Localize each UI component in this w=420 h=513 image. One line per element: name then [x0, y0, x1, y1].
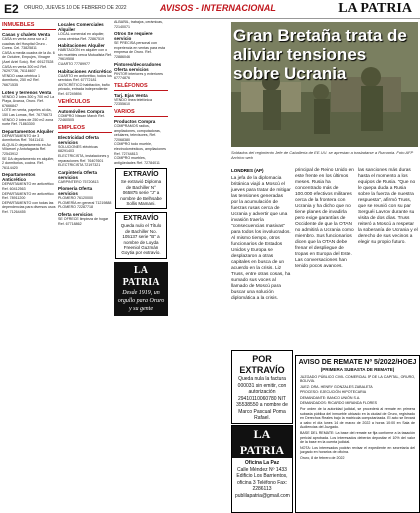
- category-header: VEHÍCULOS: [58, 99, 112, 107]
- classified-ad: DEPARTAMENTO de 3 dormitorios Ref. 76411411: [2, 133, 44, 143]
- classified-heading: Plomería Oferta servicios: [58, 186, 93, 197]
- classified-ad: PLOMERO 72287718: [58, 205, 93, 210]
- classified-ad: LOTE en venta, papeles al día, 150 Las Lomas, Ref. 76776673: [2, 108, 53, 117]
- auction-line: JUZGADO PÚBLICO CIVIL COMERCIAL 5º DE LA CAPITAL, ORURO, BOLIVIA.: [300, 374, 415, 384]
- article-headline: Gran Bretaña trata de aliviar tensiones sobre Ucrania: [233, 26, 407, 83]
- classified-heading: Carpintería Oferta servicios: [58, 169, 98, 180]
- photo-caption: Soldados del regimiento Jefe de Caballería de EE.UU. se aprestan a trasladarse a Rumania. Foto AFP Archivo web: [231, 150, 414, 160]
- classified-heading: Electricidad Oferta servicios: [58, 134, 99, 145]
- classified-ad: LOCAL comercial en alquiler, zona céntrica Ref. 72867519: [58, 32, 105, 41]
- category-header: INMUEBLES: [2, 22, 56, 30]
- classified-ad: ALQUILO departamento en Av. Villarroel y Antofagasta Ref. 72543912: [2, 142, 52, 157]
- auction-line: DEMANDADOS: RICARDO MIRANDA FLORES: [300, 401, 378, 406]
- classified-ad: CASA a media cuadra de la Av. 6 de Octubre, Empujes, Vinagre (Axel Ariel Soto). Ref. 69127528: [2, 50, 55, 64]
- classified-heading: Casas y chalets Venta: [2, 32, 51, 37]
- ad-la-patria-name: LA PATRIA: [232, 426, 292, 458]
- classified-ad: DEPARTAMENTO en anticrético Ref. 60412563: [2, 182, 54, 192]
- ad-extravio-heading: POR EXTRAVÍO: [239, 354, 285, 375]
- classified-ad: CUARTO 77789977: [58, 61, 91, 66]
- ad-la-patria: [231, 425, 293, 513]
- classified-ad: ELECTRICISTA 72197321: [58, 163, 101, 168]
- classifieds-column-3: [114, 20, 168, 490]
- classified-ad: CASA en venta zona sur a 2 cuadras del Hospital Oruro - Corea. Cel. 73825811: [2, 37, 48, 51]
- auction-line: BASE DEL REMATE: La base del remate se fija conforme a la tasación pericial aprobada. Los interesados deberán depositar el 10% del valor de la base en la cuenta judicial.: [300, 431, 415, 445]
- classified-ad: VENDO casa céntrica 1 dormitorio, 250 m2 Ref. 76671535: [2, 73, 40, 87]
- classified-ad: PLOMERO 76120000: [58, 196, 93, 201]
- classified-ad: CUARTO en anticrético, todos los servicios Ref. 67772181: [58, 73, 112, 83]
- auction-notice: [295, 355, 420, 513]
- article-photo: [231, 22, 418, 147]
- classified-heading: Pintores/decoradores Oferta servicios: [114, 61, 162, 72]
- ad-la-patria-text: Calle Méndez Nº 1433 Edificio Los Barrientos, oficina 3 Teléfono Fax: 2286113 publilapatria@gmail.com: [235, 466, 290, 499]
- classified-ad: SE OFRECE limpieza de hogar Ref. 67718862: [58, 217, 109, 226]
- classified-ad: COMPRO muebles, antigüedades Ref. 72784011: [114, 156, 160, 165]
- dateline: ORURO, JUEVES 10 DE FEBRERO DE 2022: [24, 5, 127, 11]
- notice-diploma: [115, 168, 167, 209]
- classified-ad: SE PRECISA personal con experiencia en ventas para esta empresa de Oruro. Ref. 72886046: [114, 41, 165, 59]
- promo-name: LA PATRIA: [122, 264, 160, 288]
- classified-ad: DEPARTAMENTO en anticrético Ref. 78911200: [2, 191, 54, 201]
- notice-text: Se extravió Diploma de Bachiller N° 065875 serie "J" a nombre de Belhsabe Sollis Mamani.: [120, 179, 162, 206]
- article-text-1: La jefa de la diplomacia británica viajó a Moscú el jueves para tratar de mitigar las tensiones generadas por la acumulación de fuerzas rusas cerca de Ucrania y advertir que una invasión traería "consecuencias masivas" para todos los involucrados. Al mismo tiempo, otros funcionarios de Estados Unidos y Europa se desplazaron a otras capitales en busca de un acuerdo en la crisis. Liz Truss, entre otras cosas, ha sumado sus voces al llamado de Moscú para buscar una solución diplomática a la crisis.: [231, 176, 291, 301]
- classified-heading: Lotes y terrenos Venta: [2, 89, 52, 95]
- classified-ad: COMPRO todo mueble, electrodomésticos, ampliaciones Ref. 72744813: [114, 142, 166, 156]
- classified-ad: ELECTRICISTA, instalaciones y reparaciones Ref. 76407601: [58, 153, 110, 163]
- auction-subtitle: (PRIMERA SUBASTA DE REMATE): [320, 367, 395, 372]
- page-header: [0, 0, 420, 19]
- auction-line: PROCESO: EJECUCIÓN HIPOTECARIA: [300, 390, 367, 395]
- classified-heading: Automóviles Compra: [58, 108, 105, 114]
- promo-box: [114, 262, 168, 316]
- classified-ad: VENDO 2 lotes de 250 m2 zona norte Ref. 71863300: [2, 117, 54, 127]
- category-header: TELÉFONOS: [114, 83, 168, 91]
- notice-heading: EXTRAVÍO: [123, 215, 159, 223]
- classified-ad: ALBAÑIL, trabajos, cerámicas, 72140071: [114, 20, 163, 29]
- notice-text: Queda nulo el Título de Bachiller No. 105137 serie "B" a nombre de Loyda Freeniol Guzmán Goytia por extravío.: [120, 223, 162, 256]
- classified-heading: Tarj. Ejas Venta: [114, 92, 148, 98]
- notice-heading: EXTRAVÍO: [123, 171, 159, 179]
- category-header: EMPLEOS: [58, 125, 112, 133]
- classified-ad: SE DA departamento en alquiler, 2 dormitorios, cocina. Ref. 76114420: [2, 156, 55, 170]
- category-header: VARIOS: [114, 109, 168, 117]
- classified-ad: SOLUCIONES eléctricas 68291403: [58, 144, 98, 154]
- classified-heading: Departamentos Anticrético: [2, 172, 36, 183]
- auction-line: DEMANDANTE: BANCO UNIÓN S.A.: [300, 395, 361, 400]
- classified-heading: Habitaciones Anticrético: [58, 68, 112, 74]
- classifieds-list-3: [114, 20, 168, 165]
- classified-ad: COMPRO Nissan March Ref. 72460505: [58, 113, 105, 123]
- ad-extravio-text: Queda nula la factura 000031 sin emitir, con autorización 29410110060780 NIT 35538550 a nombre de Marco Pascual Poma Rafael.: [236, 376, 288, 421]
- classified-ad: ANTICRÉTICO habitación, baño privado, entrada independiente Ref. 67249894: [58, 82, 110, 96]
- promo-slogan: Desde 1919, un orgullo para Oruro y su gente: [117, 289, 165, 312]
- classified-ad: PLOMERÍA en general 71219888: [58, 200, 112, 205]
- article-dateline: LONDRES (AP): [231, 168, 264, 173]
- newspaper-logo: LA PATRIA: [338, 1, 412, 16]
- article-column-3: las sanciones más duras hasta el momento a los equipos de Rusia. "Que no le quepa duda a Rusia sobre la fuerza de nuestra respuesta", afirmó Truss, que se reunió con su par Serguéi Lavrov durante su visita de dos días. Truss reiteró a Moscú a respetar la soberanía de Ucrania y el derecho de sus vecinos a elegir su propio futuro.: [358, 168, 418, 245]
- section-title: AVISOS - INTERNACIONAL: [160, 3, 276, 13]
- classified-ad: DEPARTAMENTO con todas las dependencias para diversos usos Ref. 71264455: [2, 200, 56, 214]
- auction-line: Por orden de la autoridad judicial, se procederá al remate en primera subasta pública del inmueble ubicado en la ciudad de Oruro, registrado en Derechos Reales bajo la matrícula computarizada. El acto se llevará a cabo el día lunes 14 de marzo de 2022 a horas 10:00 en Sala de Audiencias del Juzgado.: [300, 407, 415, 430]
- classified-heading: Productos Compra: [114, 118, 156, 124]
- classified-ad: PINTOR interiores y exteriores 67774876: [114, 71, 163, 81]
- auction-line: NOTA: Los interesados podrán revisar el expediente en secretaría del juzgado en horarios de oficina.: [300, 445, 415, 455]
- classified-ad: CARPINTERO 75720813: [58, 179, 99, 184]
- auction-body: [296, 373, 419, 464]
- classified-heading: Otros Se requiere servicio: [114, 31, 153, 42]
- classifieds-list-2: [58, 22, 112, 226]
- article-column-2: principal de Reino Unido en este frente en los últimos meses. Rusia ha concentrado más de 100.000 efectivos militares cerca de la frontera con Ucrania y ha dicho que no tiene planes de invadirla pero exige garantías de Occidente de que la OTAN no admitirá a Ucrania como miembro. Sus funcionarios dicen que la OTAN debe frenar el despliegue de tropas en Europa del Este. Las conversaciones han tenido pocos avances.: [295, 168, 354, 269]
- auction-title: AVISO DE REMATE Nº 5/2022/HOEJ: [298, 359, 417, 366]
- ad-extravio: [231, 350, 293, 424]
- ad-la-patria-office: Oficina La Paz: [244, 460, 280, 466]
- classified-heading: Locales Comerciales Alquiler: [58, 22, 104, 32]
- classified-heading: Habitaciones Alquiler: [58, 43, 105, 49]
- classified-ad: VENDO línea telefónica 72355610: [114, 97, 152, 107]
- classifieds-column-1: [2, 20, 56, 490]
- classified-heading: Oferta servicios: [58, 212, 93, 218]
- classifieds-column-2: [58, 20, 112, 490]
- classified-ad: VENDO 2 lotes 300 y 700 m2 La Playa, Avaroa, Oruro. Ref. 67666847: [2, 94, 55, 108]
- article-column-1: [231, 168, 291, 302]
- classified-heading: Departamentos Alquiler: [2, 128, 54, 134]
- notice-titulo: [115, 212, 167, 258]
- auction-line: JUEZ: DRA. HENRY GONZALES ZABALETA: [300, 384, 373, 389]
- classified-ad: COMPRAMOS radios, ampliaciones, computadoras, celulares, televisores, Ref. 72068380: [114, 123, 161, 142]
- classified-ad: HABITACIÓN en alquiler con o sin muebles cerca Mutualista Ref. 79619508: [58, 48, 112, 62]
- auction-line: Oruro, 8 de febrero de 2022: [300, 456, 345, 460]
- page-number: E2: [4, 2, 19, 16]
- classified-ad: CASA en venta 300 m2 Ref. 76297736, 76116607: [2, 64, 47, 74]
